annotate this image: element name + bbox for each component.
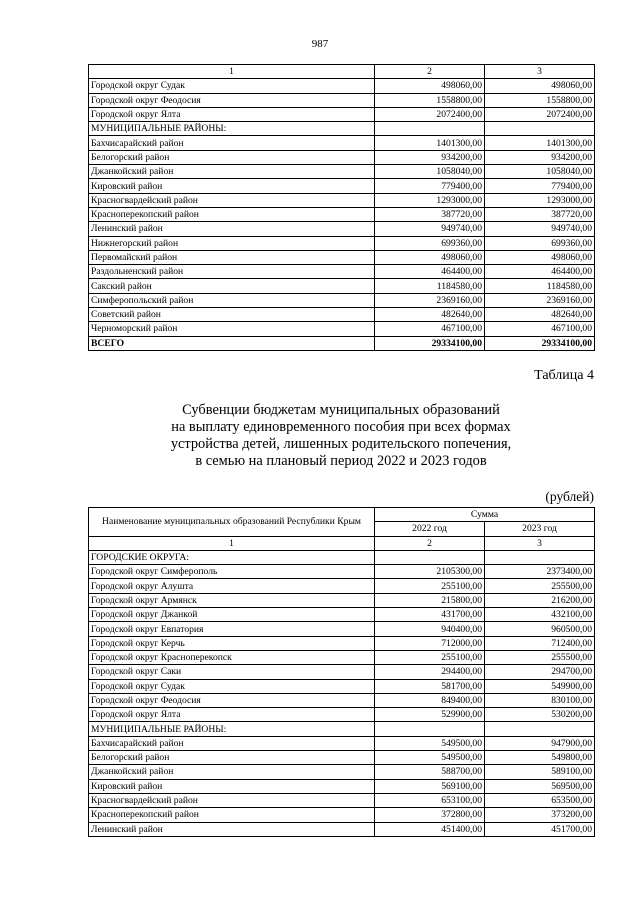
row-name: Городской округ Евпатория: [89, 622, 375, 636]
row-value-2: 549800,00: [485, 751, 595, 765]
table-row: [89, 222, 595, 236]
row-value-2: 482640,00: [485, 308, 595, 322]
row-value-1: 949740,00: [375, 222, 485, 236]
row-value-2: 2373400,00: [485, 565, 595, 579]
row-value-1: 934200,00: [375, 150, 485, 164]
table-row: [89, 565, 595, 579]
row-name: Бахчисарайский район: [89, 736, 375, 750]
row-value-1: 431700,00: [375, 608, 485, 622]
table-row: [89, 207, 595, 221]
row-value-1: 255100,00: [375, 650, 485, 664]
row-value-2: 712400,00: [485, 636, 595, 650]
row-value-2: 830100,00: [485, 693, 595, 707]
header-sum: Сумма: [375, 508, 595, 522]
row-value-1: 849400,00: [375, 693, 485, 707]
table-row: [89, 236, 595, 250]
table-title: [88, 402, 594, 470]
col-number-1: 1: [89, 65, 375, 79]
row-name: Нижнегорский район: [89, 236, 375, 250]
table-row: [89, 808, 595, 822]
row-value-1: 653100,00: [375, 793, 485, 807]
row-value-1: 1401300,00: [375, 136, 485, 150]
row-name: Красноперекопский район: [89, 207, 375, 221]
table-row: [89, 608, 595, 622]
table-row: [89, 736, 595, 750]
table-row: [89, 107, 595, 121]
row-value-1: 294400,00: [375, 665, 485, 679]
row-name: Городской округ Судак: [89, 679, 375, 693]
row-value-1: [375, 550, 485, 564]
row-value-2: [485, 722, 595, 736]
table-label: Таблица 4: [534, 368, 594, 383]
table-row: [89, 650, 595, 664]
row-name: Белогорский район: [89, 150, 375, 164]
row-value-2: 1184580,00: [485, 279, 595, 293]
title-line: в семью на плановый период 2022 и 2023 годов: [195, 453, 487, 469]
row-name: Городской округ Ялта: [89, 107, 375, 121]
row-name: Городской округ Армянск: [89, 593, 375, 607]
table-row: [89, 665, 595, 679]
row-name: Бахчисарайский район: [89, 136, 375, 150]
table-row: [89, 622, 595, 636]
row-value-2: 949740,00: [485, 222, 595, 236]
table-row: [89, 822, 595, 836]
row-name: Красногвардейский район: [89, 193, 375, 207]
row-name: Красногвардейский район: [89, 793, 375, 807]
table-row: [89, 779, 595, 793]
row-value-1: 588700,00: [375, 765, 485, 779]
row-name: Городской округ Феодосия: [89, 93, 375, 107]
row-value-2: 960500,00: [485, 622, 595, 636]
row-value-1: 2105300,00: [375, 565, 485, 579]
table1-body: [89, 65, 595, 351]
table-row: [89, 150, 595, 164]
row-name: Городской округ Симферополь: [89, 565, 375, 579]
row-value-1: 498060,00: [375, 250, 485, 264]
row-value-1: 549500,00: [375, 736, 485, 750]
table-row: [89, 765, 595, 779]
table-row: [89, 751, 595, 765]
col-number-2: 2: [375, 65, 485, 79]
row-value-1: 1293000,00: [375, 193, 485, 207]
table-row: [89, 279, 595, 293]
row-value-1: 1184580,00: [375, 279, 485, 293]
row-value-1: 1058040,00: [375, 165, 485, 179]
title-line: на выплату единовременного пособия при всех формах: [171, 419, 511, 435]
row-name: Городской округ Феодосия: [89, 693, 375, 707]
table-row: [89, 693, 595, 707]
table-row: [89, 293, 595, 307]
row-value-2: 779400,00: [485, 179, 595, 193]
table-header-row: [89, 508, 595, 522]
table-row: [89, 136, 595, 150]
row-value-2: 1401300,00: [485, 136, 595, 150]
col-number-3: 3: [485, 536, 595, 550]
col-number-2: 2: [375, 536, 485, 550]
row-value-2: [485, 550, 595, 564]
row-name: Красноперекопский район: [89, 808, 375, 822]
row-name: Городской округ Красноперекопск: [89, 650, 375, 664]
table-row: [89, 679, 595, 693]
row-value-1: 215800,00: [375, 593, 485, 607]
row-name: МУНИЦИПАЛЬНЫЕ РАЙОНЫ:: [89, 122, 375, 136]
row-value-1: 2072400,00: [375, 107, 485, 121]
table-row: [89, 336, 595, 350]
row-value-2: 653500,00: [485, 793, 595, 807]
row-value-2: 2072400,00: [485, 107, 595, 121]
table-row: [89, 322, 595, 336]
header-name: Наименование муниципальных образований Республики Крым: [89, 508, 375, 537]
row-value-2: 294700,00: [485, 665, 595, 679]
row-name: Советский район: [89, 308, 375, 322]
row-value-1: 940400,00: [375, 622, 485, 636]
row-value-1: 779400,00: [375, 179, 485, 193]
subvention-table: [88, 507, 595, 837]
table-row: [89, 593, 595, 607]
table-row: [89, 636, 595, 650]
row-value-1: 255100,00: [375, 579, 485, 593]
row-value-2: 451700,00: [485, 822, 595, 836]
units-label: (рублей): [545, 489, 594, 504]
row-value-2: 387720,00: [485, 207, 595, 221]
row-name: Белогорский район: [89, 751, 375, 765]
row-value-1: 498060,00: [375, 79, 485, 93]
row-value-1: 529900,00: [375, 708, 485, 722]
row-name: ГОРОДСКИЕ ОКРУГА:: [89, 550, 375, 564]
table2-body: [89, 508, 595, 837]
row-name: Городской округ Саки: [89, 665, 375, 679]
row-value-2: 373200,00: [485, 808, 595, 822]
table-row: [89, 122, 595, 136]
row-value-1: 581700,00: [375, 679, 485, 693]
row-value-2: 498060,00: [485, 250, 595, 264]
row-value-1: 451400,00: [375, 822, 485, 836]
table-row: [89, 79, 595, 93]
header-year-2023: 2023 год: [485, 522, 595, 536]
table-row: [89, 708, 595, 722]
row-name: Симферопольский район: [89, 293, 375, 307]
row-value-2: 947900,00: [485, 736, 595, 750]
column-number-row: [89, 65, 595, 79]
table-row: [89, 722, 595, 736]
row-name: МУНИЦИПАЛЬНЫЕ РАЙОНЫ:: [89, 722, 375, 736]
column-number-row: [89, 536, 595, 550]
row-value-1: 29334100,00: [375, 336, 485, 350]
row-value-2: 530200,00: [485, 708, 595, 722]
row-value-2: 498060,00: [485, 79, 595, 93]
row-name: Городской округ Ялта: [89, 708, 375, 722]
row-name: Городской округ Джанкой: [89, 608, 375, 622]
allocation-table-continued: [88, 64, 595, 351]
row-value-1: 2369160,00: [375, 293, 485, 307]
row-name: Раздольненский район: [89, 265, 375, 279]
table-row: [89, 165, 595, 179]
row-name: Черноморский район: [89, 322, 375, 336]
row-value-1: 699360,00: [375, 236, 485, 250]
table-row: [89, 579, 595, 593]
col-number-1: 1: [89, 536, 375, 550]
row-value-1: [375, 122, 485, 136]
row-value-1: 712000,00: [375, 636, 485, 650]
title-line: Субвенции бюджетам муниципальных образований: [182, 402, 500, 418]
row-value-2: [485, 122, 595, 136]
table-row: [89, 93, 595, 107]
row-name: Первомайский район: [89, 250, 375, 264]
row-value-2: 699360,00: [485, 236, 595, 250]
row-value-1: 1558800,00: [375, 93, 485, 107]
page-number: 987: [311, 38, 329, 50]
row-value-2: 255500,00: [485, 579, 595, 593]
row-value-2: 549900,00: [485, 679, 595, 693]
table-row: [89, 193, 595, 207]
table-row: [89, 550, 595, 564]
table-row: [89, 308, 595, 322]
row-value-2: 934200,00: [485, 150, 595, 164]
row-name: Городской округ Керчь: [89, 636, 375, 650]
row-value-1: 464400,00: [375, 265, 485, 279]
col-number-3: 3: [485, 65, 595, 79]
row-name: Джанкойский район: [89, 165, 375, 179]
row-name: Кировский район: [89, 779, 375, 793]
row-value-2: 29334100,00: [485, 336, 595, 350]
row-value-2: 1293000,00: [485, 193, 595, 207]
table-row: [89, 250, 595, 264]
table-row: [89, 265, 595, 279]
row-value-1: 549500,00: [375, 751, 485, 765]
table-row: [89, 793, 595, 807]
row-name: Городской округ Алушта: [89, 579, 375, 593]
row-value-2: 1558800,00: [485, 93, 595, 107]
row-value-1: 372800,00: [375, 808, 485, 822]
row-name: ВСЕГО: [89, 336, 375, 350]
row-value-2: 2369160,00: [485, 293, 595, 307]
row-value-2: 569500,00: [485, 779, 595, 793]
row-value-2: 216200,00: [485, 593, 595, 607]
header-year-2022: 2022 год: [375, 522, 485, 536]
table-row: [89, 179, 595, 193]
row-name: Городской округ Судак: [89, 79, 375, 93]
row-value-1: 482640,00: [375, 308, 485, 322]
row-name: Джанкойский район: [89, 765, 375, 779]
row-value-1: [375, 722, 485, 736]
row-name: Сакский район: [89, 279, 375, 293]
row-value-2: 1058040,00: [485, 165, 595, 179]
row-name: Ленинский район: [89, 222, 375, 236]
row-value-2: 464400,00: [485, 265, 595, 279]
row-value-2: 467100,00: [485, 322, 595, 336]
row-value-2: 255500,00: [485, 650, 595, 664]
title-line: устройства детей, лишенных родительского попечения,: [170, 436, 512, 452]
row-value-2: 432100,00: [485, 608, 595, 622]
row-value-1: 387720,00: [375, 207, 485, 221]
row-name: Ленинский район: [89, 822, 375, 836]
row-value-1: 467100,00: [375, 322, 485, 336]
row-value-1: 569100,00: [375, 779, 485, 793]
row-name: Кировский район: [89, 179, 375, 193]
row-value-2: 589100,00: [485, 765, 595, 779]
